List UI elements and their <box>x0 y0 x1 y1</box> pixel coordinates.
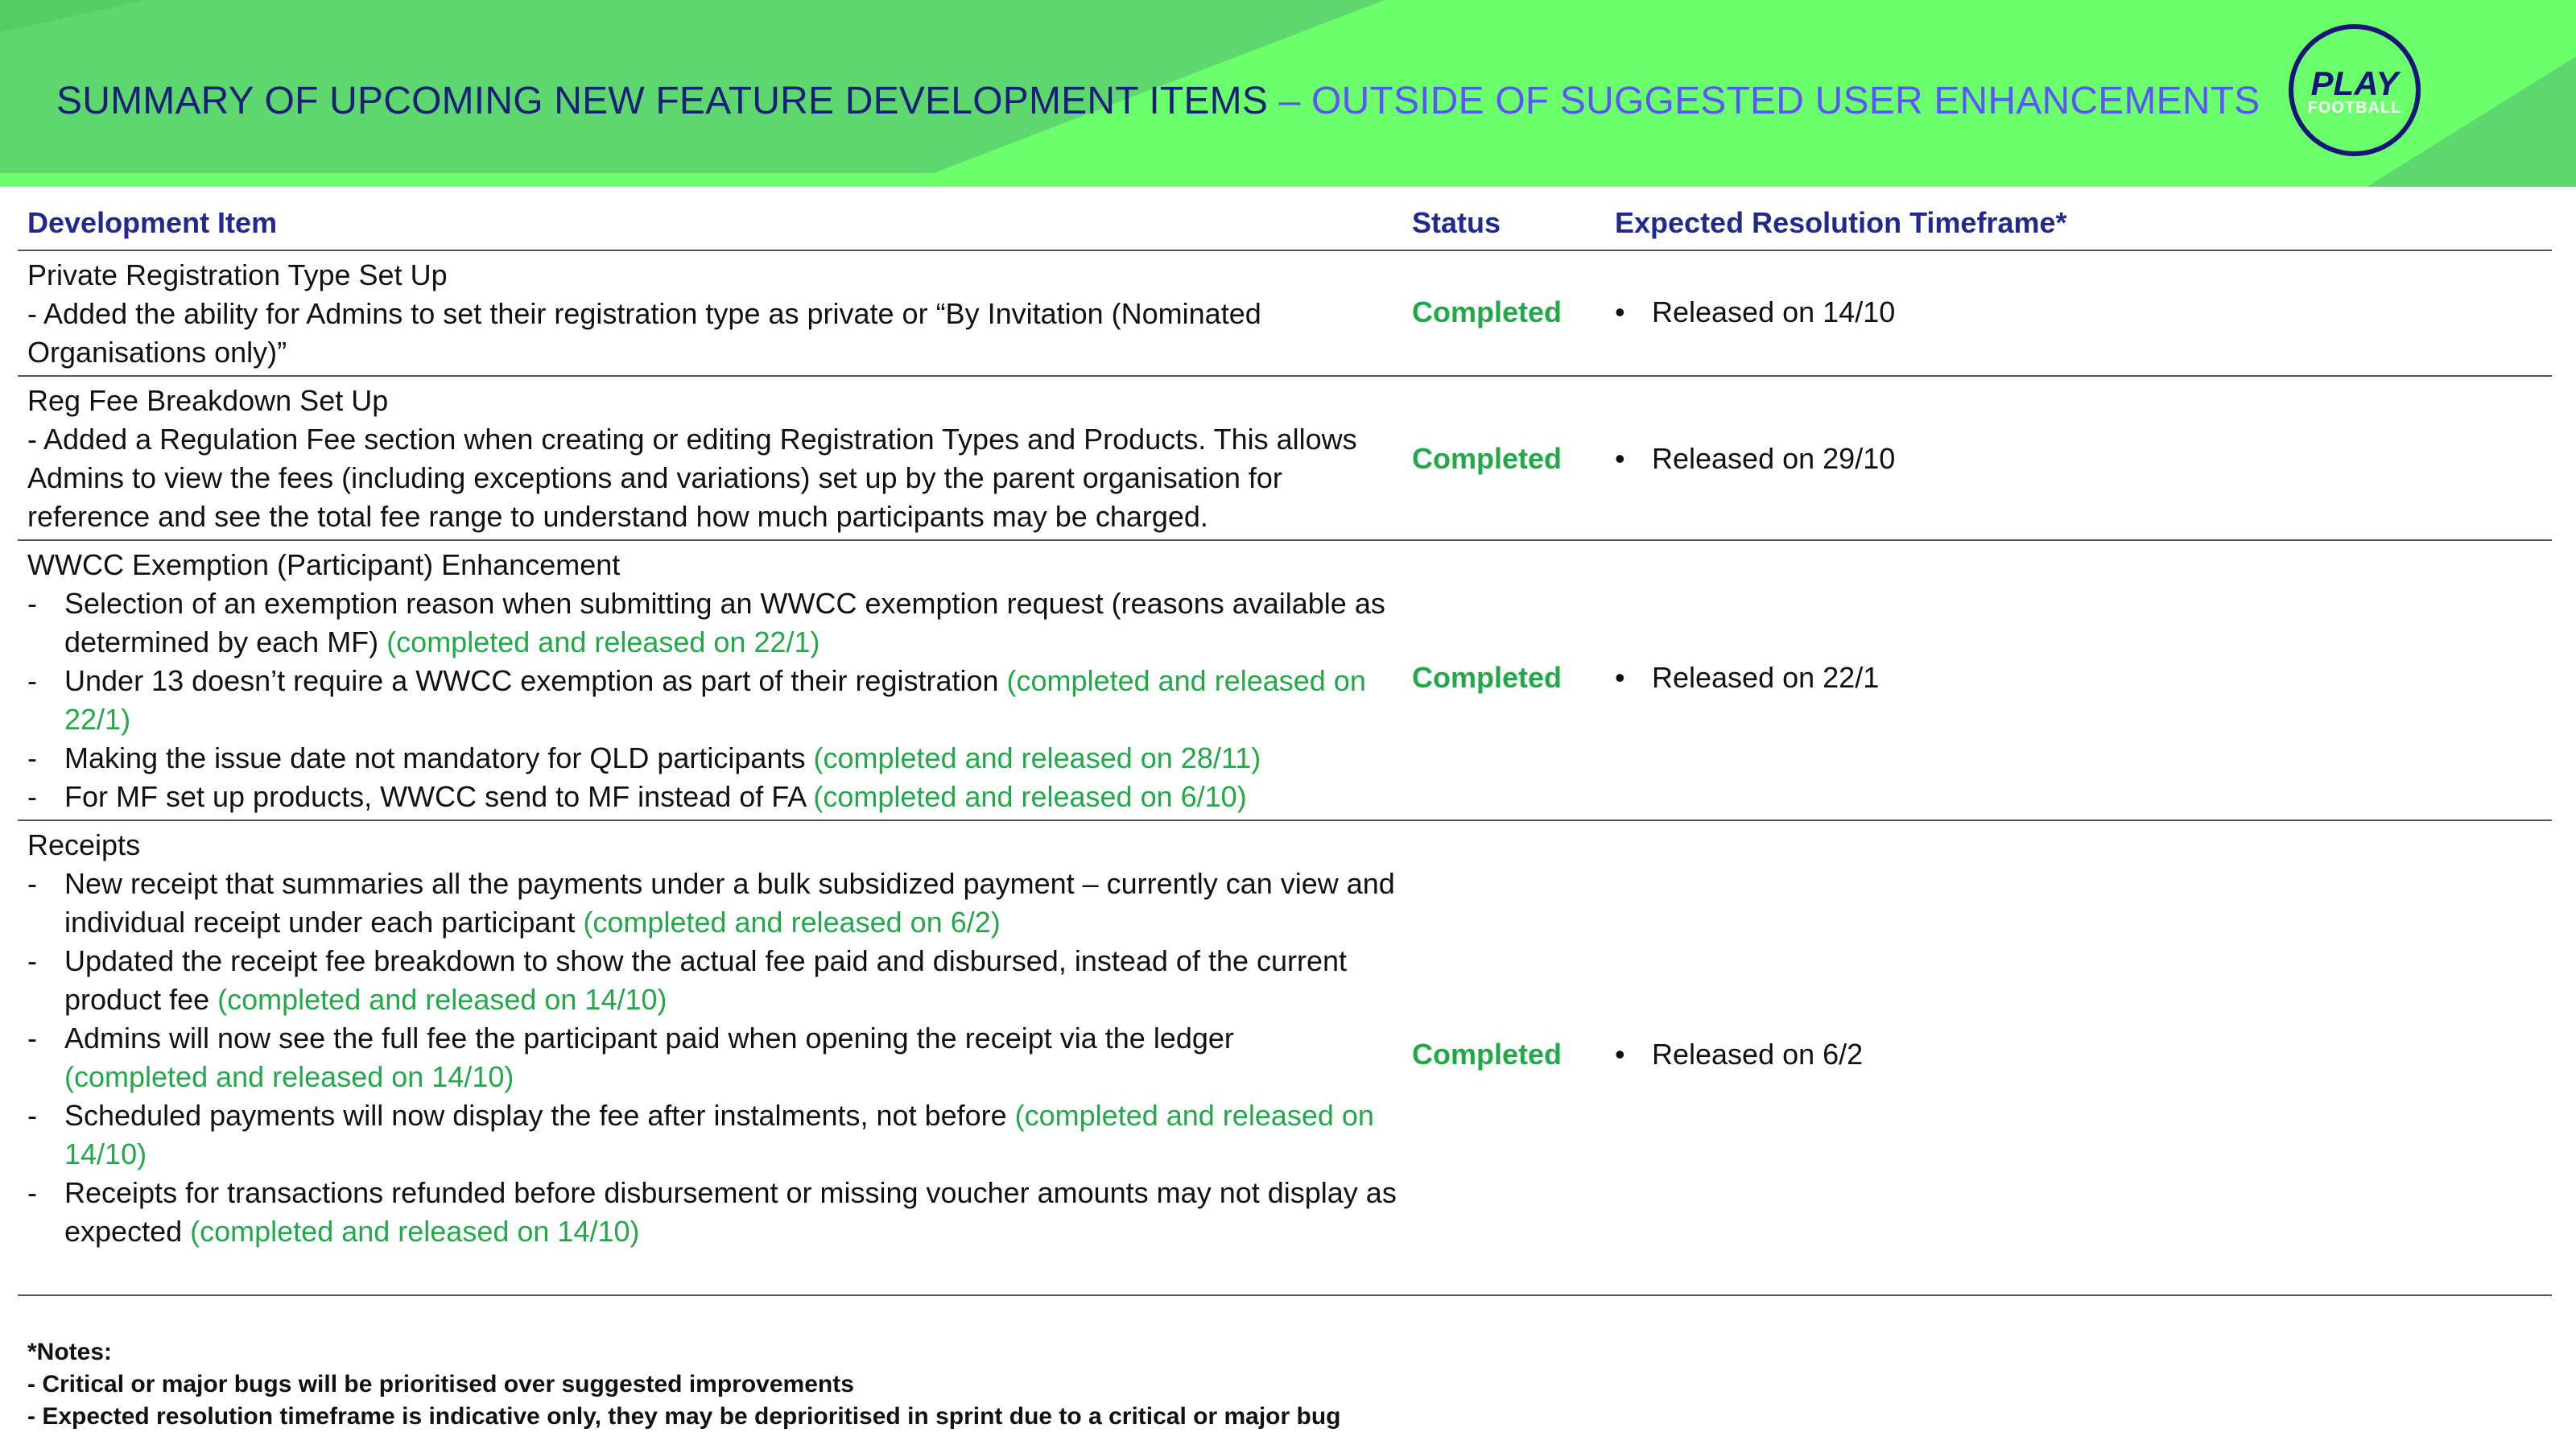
list-item <box>27 1019 1256 1096</box>
status-badge: Completed <box>1412 1038 1563 1071</box>
list-item <box>27 942 1412 1019</box>
dash-marker: - <box>27 1022 37 1055</box>
list-item-status-note: (completed and released on 28/11) <box>813 741 1261 774</box>
row-title: Private Registration Type Set Up <box>27 258 448 291</box>
column-header-resolution: Expected Resolution Timeframe* <box>1615 206 2067 239</box>
bullet-icon: • <box>1615 295 1625 328</box>
row-detail-line: Admins to view the fees (including exceptions and variations) set up by the parent organisation for <box>27 461 1282 494</box>
list-item-text: Updated the receipt fee breakdown to show the actual fee paid and disbursed, instead of the current product fee <box>64 944 1348 1016</box>
dash-marker: - <box>27 1099 37 1132</box>
list-item-status-note: (completed and released on 14/10) <box>64 1099 1374 1170</box>
list-item-text: Receipts for transactions refunded before disbursement or missing voucher amounts may not display as expected <box>64 1176 1397 1248</box>
list-item <box>27 865 1412 942</box>
column-header-status: Status <box>1412 206 1501 239</box>
table-row <box>18 541 2552 821</box>
status-badge: Completed <box>1412 661 1563 694</box>
header-banner <box>0 0 2576 187</box>
row-title: Receipts <box>27 828 141 861</box>
logo-text-football: FOOTBALL <box>2307 99 2402 117</box>
page-title <box>56 79 2260 123</box>
notes-heading: *Notes: <box>27 1339 113 1365</box>
column-header-development-item: Development Item <box>27 206 278 239</box>
status-badge: Completed <box>1412 442 1563 475</box>
row-detail-line: - Added a Regulation Fee section when creating or editing Registration Types and Products. This allows <box>27 423 1357 456</box>
list-item-status-note: (completed and released on 14/10) <box>217 983 667 1016</box>
list-item-text: New receipt that summaries all the payments under a bulk subsidized payment – currently can view and individual receipt under each participant <box>64 867 1395 939</box>
list-item-status-note: (completed and released on 22/1) <box>386 625 820 658</box>
page-title-main: SUMMARY OF UPCOMING NEW FEATURE DEVELOPMENT ITEMS <box>56 80 1269 122</box>
list-item-text: Scheduled payments will now display the fee after instalments, not before <box>64 1099 1015 1132</box>
note-line: - Critical or major bugs will be prioritised over suggested improvements <box>27 1371 854 1397</box>
table-row <box>18 251 2552 377</box>
list-item-text: For MF set up products, WWCC send to MF instead of FA <box>64 780 806 813</box>
list-item-status-note: (completed and released on 6/2) <box>583 906 1001 939</box>
page-title-subtitle: – OUTSIDE OF SUGGESTED USER ENHANCEMENTS <box>1268 80 2260 122</box>
list-item <box>27 739 1412 778</box>
resolution-item <box>1615 658 1879 697</box>
table-row <box>18 377 2552 541</box>
list-item <box>27 1174 1412 1251</box>
resolution-text: Released on 22/1 <box>1652 661 1880 694</box>
list-item-text: Making the issue date not mandatory for QLD participants <box>64 741 806 774</box>
row-title: Reg Fee Breakdown Set Up <box>27 384 389 417</box>
list-item-status-note: (completed and released on 22/1) <box>64 664 1366 736</box>
row-title: WWCC Exemption (Participant) Enhancement <box>27 548 621 581</box>
list-item-text: Admins will now see the full fee the participant paid when opening the receipt via the ledger <box>64 1022 1234 1055</box>
row-detail-line: - Added the ability for Admins to set their registration type as private or “By Invitation (Nominated <box>27 297 1261 330</box>
bullet-icon: • <box>1615 661 1625 694</box>
status-badge: Completed <box>1412 295 1563 328</box>
list-item-text: Under 13 doesn’t require a WWCC exemption as part of their registration <box>64 664 999 697</box>
dash-marker: - <box>27 664 37 697</box>
table-row <box>18 821 2552 1296</box>
row-description <box>27 546 1412 816</box>
footnotes <box>27 1336 1340 1433</box>
dash-marker: - <box>27 1176 37 1209</box>
development-items-table <box>18 196 2552 1296</box>
bullet-icon: • <box>1615 1038 1625 1071</box>
dash-marker: - <box>27 780 37 813</box>
play-football-logo <box>2289 24 2421 156</box>
list-item <box>27 778 1412 816</box>
list-item <box>27 584 1412 662</box>
dash-marker: - <box>27 587 37 620</box>
table-header <box>18 196 2552 251</box>
resolution-item <box>1615 440 1895 478</box>
resolution-item <box>1615 293 1895 332</box>
row-description <box>27 382 1412 536</box>
resolution-text: Released on 6/2 <box>1652 1038 1864 1071</box>
logo-text-play: PLAY <box>2310 64 2399 102</box>
resolution-item <box>1615 1035 1863 1074</box>
row-detail-line: reference and see the total fee range to understand how much participants may be charged. <box>27 500 1208 533</box>
bullet-icon: • <box>1615 442 1625 475</box>
list-item-status-note: (completed and released on 6/10) <box>813 780 1247 813</box>
resolution-text: Released on 14/10 <box>1652 295 1896 328</box>
dash-marker: - <box>27 741 37 774</box>
list-item-status-note: (completed and released on 14/10) <box>64 1060 514 1093</box>
row-detail-line: Organisations only)” <box>27 336 287 369</box>
row-description <box>27 256 1412 372</box>
row-description <box>27 826 1412 1251</box>
resolution-text: Released on 29/10 <box>1652 442 1896 475</box>
note-line: - Expected resolution timeframe is indicative only, they may be deprioritised in sprint due to a critical or major bug <box>27 1403 1341 1430</box>
list-item <box>27 662 1412 739</box>
dash-marker: - <box>27 944 37 977</box>
dash-marker: - <box>27 867 37 900</box>
list-item-status-note: (completed and released on 14/10) <box>190 1215 640 1248</box>
list-item <box>27 1096 1412 1174</box>
list-item-text: Selection of an exemption reason when submitting an WWCC exemption request (reasons available as determined by each MF) <box>64 587 1385 658</box>
